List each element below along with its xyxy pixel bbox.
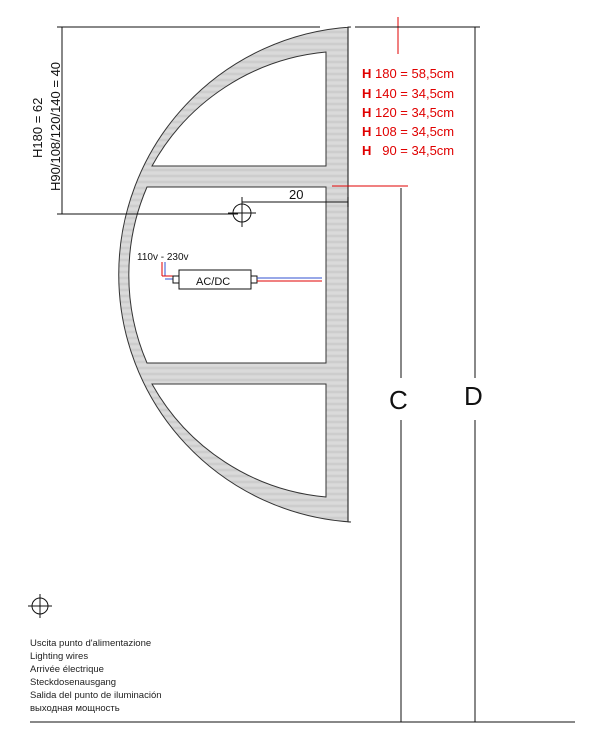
height-table	[362, 66, 454, 158]
legend-crosshair-icon	[28, 594, 52, 618]
legend-item: Steckdosenausgang	[30, 677, 117, 688]
height-row: H 140 = 34,5cm	[362, 86, 455, 101]
height-top-label: H180 = 62	[30, 97, 45, 158]
height-row: H 108 = 34,5cm	[362, 124, 455, 139]
legend-item: Uscita punto d'alimentazione	[30, 638, 152, 649]
height-row: H 180 = 58,5cm	[362, 66, 455, 81]
voltage-label: 110v - 230v	[137, 252, 189, 263]
c-label: C	[389, 385, 408, 415]
height-row: H 90 = 34,5cm	[362, 143, 455, 158]
legend-item: Arrivée électrique	[30, 664, 104, 675]
height-row: H 120 = 34,5cm	[362, 105, 455, 120]
c-dimension	[396, 188, 406, 722]
offset-label: 20	[289, 187, 304, 202]
height-other-label: H90/108/120/140 = 40	[48, 61, 63, 191]
legend-item: выходная мощность	[30, 703, 120, 714]
d-label: D	[464, 381, 483, 411]
legend-item: Salida del punto de iluminación	[30, 690, 162, 701]
legend	[30, 638, 162, 714]
driver-label: AC/DC	[196, 276, 231, 288]
legend-item: Lighting wires	[30, 651, 89, 662]
